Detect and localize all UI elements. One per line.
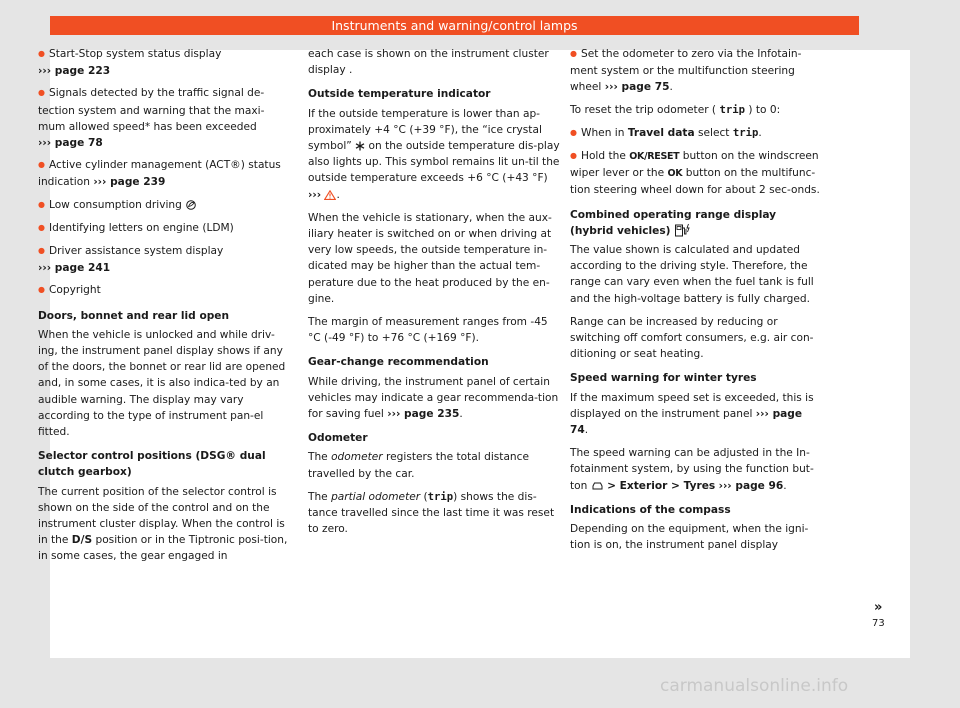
paragraph: Range can be increased by reducing or switching off comfort consumers, e.g. air con-ditioning or seat heating. <box>570 315 814 361</box>
heading: Gear-change recommendation <box>308 356 489 369</box>
list-item: ● Start-Stop system status display ››› page 223 <box>38 46 290 79</box>
paragraph: If the maximum speed set is exceeded, this is displayed on the instrument panel ››› page 74. <box>570 391 814 437</box>
paragraph: To reset the trip odometer ( trip ) to 0: <box>570 103 781 116</box>
page-ref[interactable]: ››› page 239 <box>93 176 166 189</box>
eco-icon <box>185 200 197 210</box>
list-item: ● When in Travel data select trip. <box>570 125 822 142</box>
fuel-electric-icon <box>674 223 692 238</box>
list-item: ● Set the odometer to zero via the Infotain-ment system or the multifunction steering wheel ››› page 75. <box>570 46 822 96</box>
heading: Indications of the compass <box>570 503 731 516</box>
paragraph: When the vehicle is stationary, when the aux-iliary heater is switched on or when driving at very low speeds, the outside temperature in-dicated may be higher than the actual tem-perature due to the heat produced by the en-gine. <box>308 211 552 305</box>
list-item: ● Hold the OK/RESET button on the windscreen wiper lever or the OK button on the multifunc-tion steering wheel down for about 2 sec-onds. <box>570 148 822 199</box>
ice-crystal-icon <box>355 141 365 151</box>
ok-reset-button-label: OK/RESET <box>629 151 680 163</box>
list-item: ● Driver assistance system display ››› page 241 <box>38 243 290 276</box>
paragraph: While driving, the instrument panel of certain vehicles may indicate a gear recommenda-tion for saving fuel ››› page 235. <box>308 375 559 421</box>
page-ref[interactable]: ››› page 96 <box>718 479 784 492</box>
list-item: ● Low consumption driving <box>38 197 290 214</box>
page-ref[interactable]: ››› page 74 <box>570 407 803 437</box>
page-ref[interactable]: ››› page 235 <box>387 408 460 421</box>
paragraph: The partial odometer (trip) shows the dis-tance travelled since the last time it was reset to zero. <box>308 490 555 536</box>
paragraph: The current position of the selector control is shown on the side of the control and on the instrument cluster display. When the control is in the D/S position or in the Tiptronic posi-tion, in some cases, the gear engaged in <box>38 485 288 563</box>
heading: Odometer <box>308 432 368 445</box>
paragraph: The odometer registers the total distance travelled by the car. <box>308 451 529 480</box>
car-function-icon <box>591 481 604 491</box>
paragraph: each case is shown on the instrument cluster display . <box>308 48 549 77</box>
paragraph: When the vehicle is unlocked and while driv-ing, the instrument panel display shows if any of the doors, the bonnet or rear lid are opened and, in some cases, it is also indica-ted by an audible warning. The display may vary according to the type of instrument pan-el fitted. <box>38 328 286 439</box>
page-ref[interactable]: ››› page 241 <box>38 262 111 275</box>
paragraph: The value shown is calculated and updated according to the driving style. Therefore, the range can vary even when the fuel tank is full and the high-voltage battery is fully charged. <box>570 244 814 305</box>
heading: Combined operating range display (hybrid vehicles) <box>570 208 777 237</box>
heading: Speed warning for winter tyres <box>570 372 757 385</box>
page-ref[interactable]: ››› page 75 <box>604 81 670 94</box>
warning-triangle-icon <box>324 190 336 200</box>
paragraph: Depending on the equipment, when the igni-tion is on, the instrument panel display <box>570 523 809 552</box>
paragraph: If the outside temperature is lower than ap-proximately +4 °C (+39 °F), the “ice crystal symbol” on the outside temperature dis-play also lights up. This symbol remains lit un-til the outside temperature exceeds +6 °C (+43 °F) ››› . <box>308 107 560 201</box>
ok-button-label: OK <box>667 168 683 180</box>
heading: Outside temperature indicator <box>308 88 491 101</box>
page-ref[interactable]: ››› page 223 <box>38 65 111 78</box>
paragraph: The margin of measurement ranges from -45 °C (-49 °F) to +76 °C (+169 °F). <box>308 316 548 345</box>
continue-marker: » <box>874 600 883 615</box>
heading: Doors, bonnet and rear lid open <box>38 309 230 322</box>
list-item: ● Copyright <box>38 282 290 299</box>
page-number: 73 <box>872 618 885 629</box>
list-item: ● Identifying letters on engine (LDM) <box>38 220 290 237</box>
section-header: Instruments and warning/control lamps <box>50 16 859 35</box>
column-3 <box>570 46 822 560</box>
page-ref[interactable]: ››› page 78 <box>38 137 103 150</box>
list-item: ● Active cylinder management (ACT®) status indication ››› page 239 <box>38 157 290 190</box>
column-1 <box>38 46 290 572</box>
list-item: ● Signals detected by the traffic signal de-tection system and warning that the maxi-mum allowed speed* has been exceeded ››› page 78 <box>38 85 290 151</box>
paragraph: The speed warning can be adjusted in the In-fotainment system, by using the function but-ton > Exterior > Tyres ››› page 96. <box>570 447 814 492</box>
heading: Selector control positions (DSG® dual clutch gearbox) <box>38 450 266 479</box>
column-2 <box>308 46 560 544</box>
watermark: carmanualsonline.info <box>660 676 849 696</box>
